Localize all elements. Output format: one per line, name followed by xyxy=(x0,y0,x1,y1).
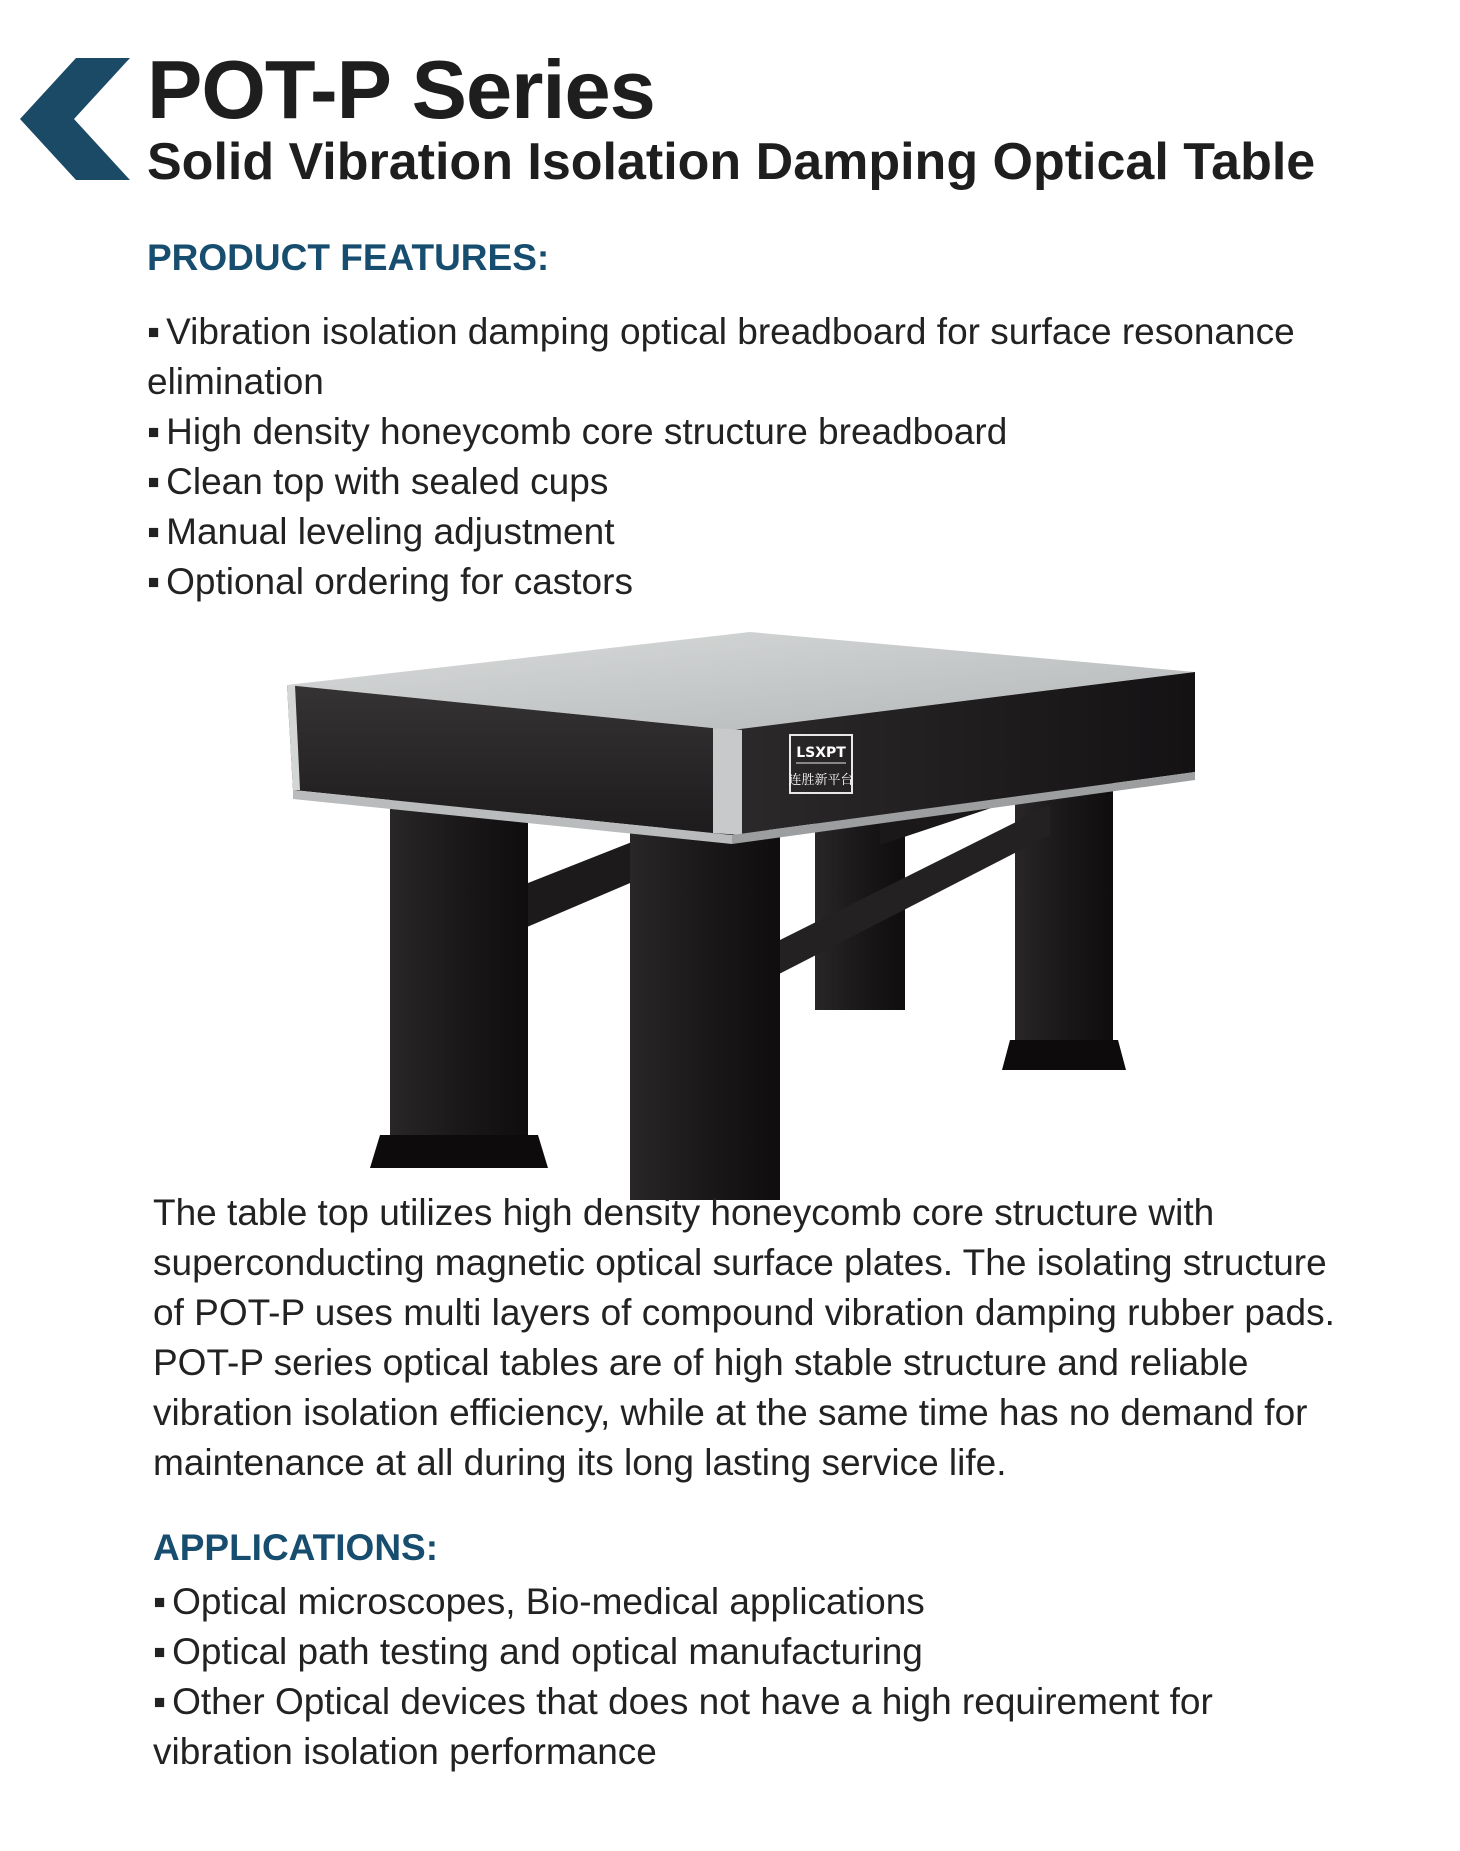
square-bullet: ▪ xyxy=(147,461,161,502)
features-list xyxy=(147,307,1367,607)
applications-list xyxy=(153,1577,1353,1777)
list-item: ▪ Optical path testing and optical manufacturing xyxy=(153,1631,923,1672)
applications-heading: APPLICATIONS: xyxy=(153,1527,439,1568)
square-bullet: ▪ xyxy=(147,311,161,352)
list-item: ▪ Manual leveling adjustment xyxy=(147,511,615,552)
square-bullet: ▪ xyxy=(147,561,161,602)
chevron-left-icon xyxy=(20,58,130,180)
square-bullet: ▪ xyxy=(153,1581,167,1622)
square-bullet: ▪ xyxy=(153,1681,167,1722)
product-description: The table top utilizes high density honeycomb core structure with superconducting magnetic optical surface plates. The isolating structure of POT-P uses multi layers of compound vibration damping rubber pads. POT-P series optical tables are of high stable structure and reliable vibration isolation efficiency, while at the same time has no demand for maintenance at all during its long lasting service life. xyxy=(153,1192,1335,1483)
square-bullet: ▪ xyxy=(147,511,161,552)
features-heading: PRODUCT FEATURES: xyxy=(147,237,550,278)
list-item: ▪ Optional ordering for castors xyxy=(147,561,633,602)
page-title: POT-P Series xyxy=(147,43,655,136)
list-item: ▪ Other Optical devices that does not have a high requirement for vibration isolation performance xyxy=(153,1681,1213,1772)
page-subtitle: Solid Vibration Isolation Damping Optical Table xyxy=(147,133,1316,191)
list-item: ▪ High density honeycomb core structure breadboard xyxy=(147,411,1008,452)
square-bullet: ▪ xyxy=(147,411,161,452)
list-item: ▪ Clean top with sealed cups xyxy=(147,461,609,502)
list-item: ▪ Vibration isolation damping optical breadboard for surface resonance elimination xyxy=(147,311,1295,402)
logo-text: LSXPT xyxy=(796,745,846,761)
optical-table-image xyxy=(270,600,1200,1200)
square-bullet: ▪ xyxy=(153,1631,167,1672)
list-item: ▪ Optical microscopes, Bio-medical applications xyxy=(153,1581,925,1622)
logo-subtext: 连胜新平台 xyxy=(788,773,854,788)
